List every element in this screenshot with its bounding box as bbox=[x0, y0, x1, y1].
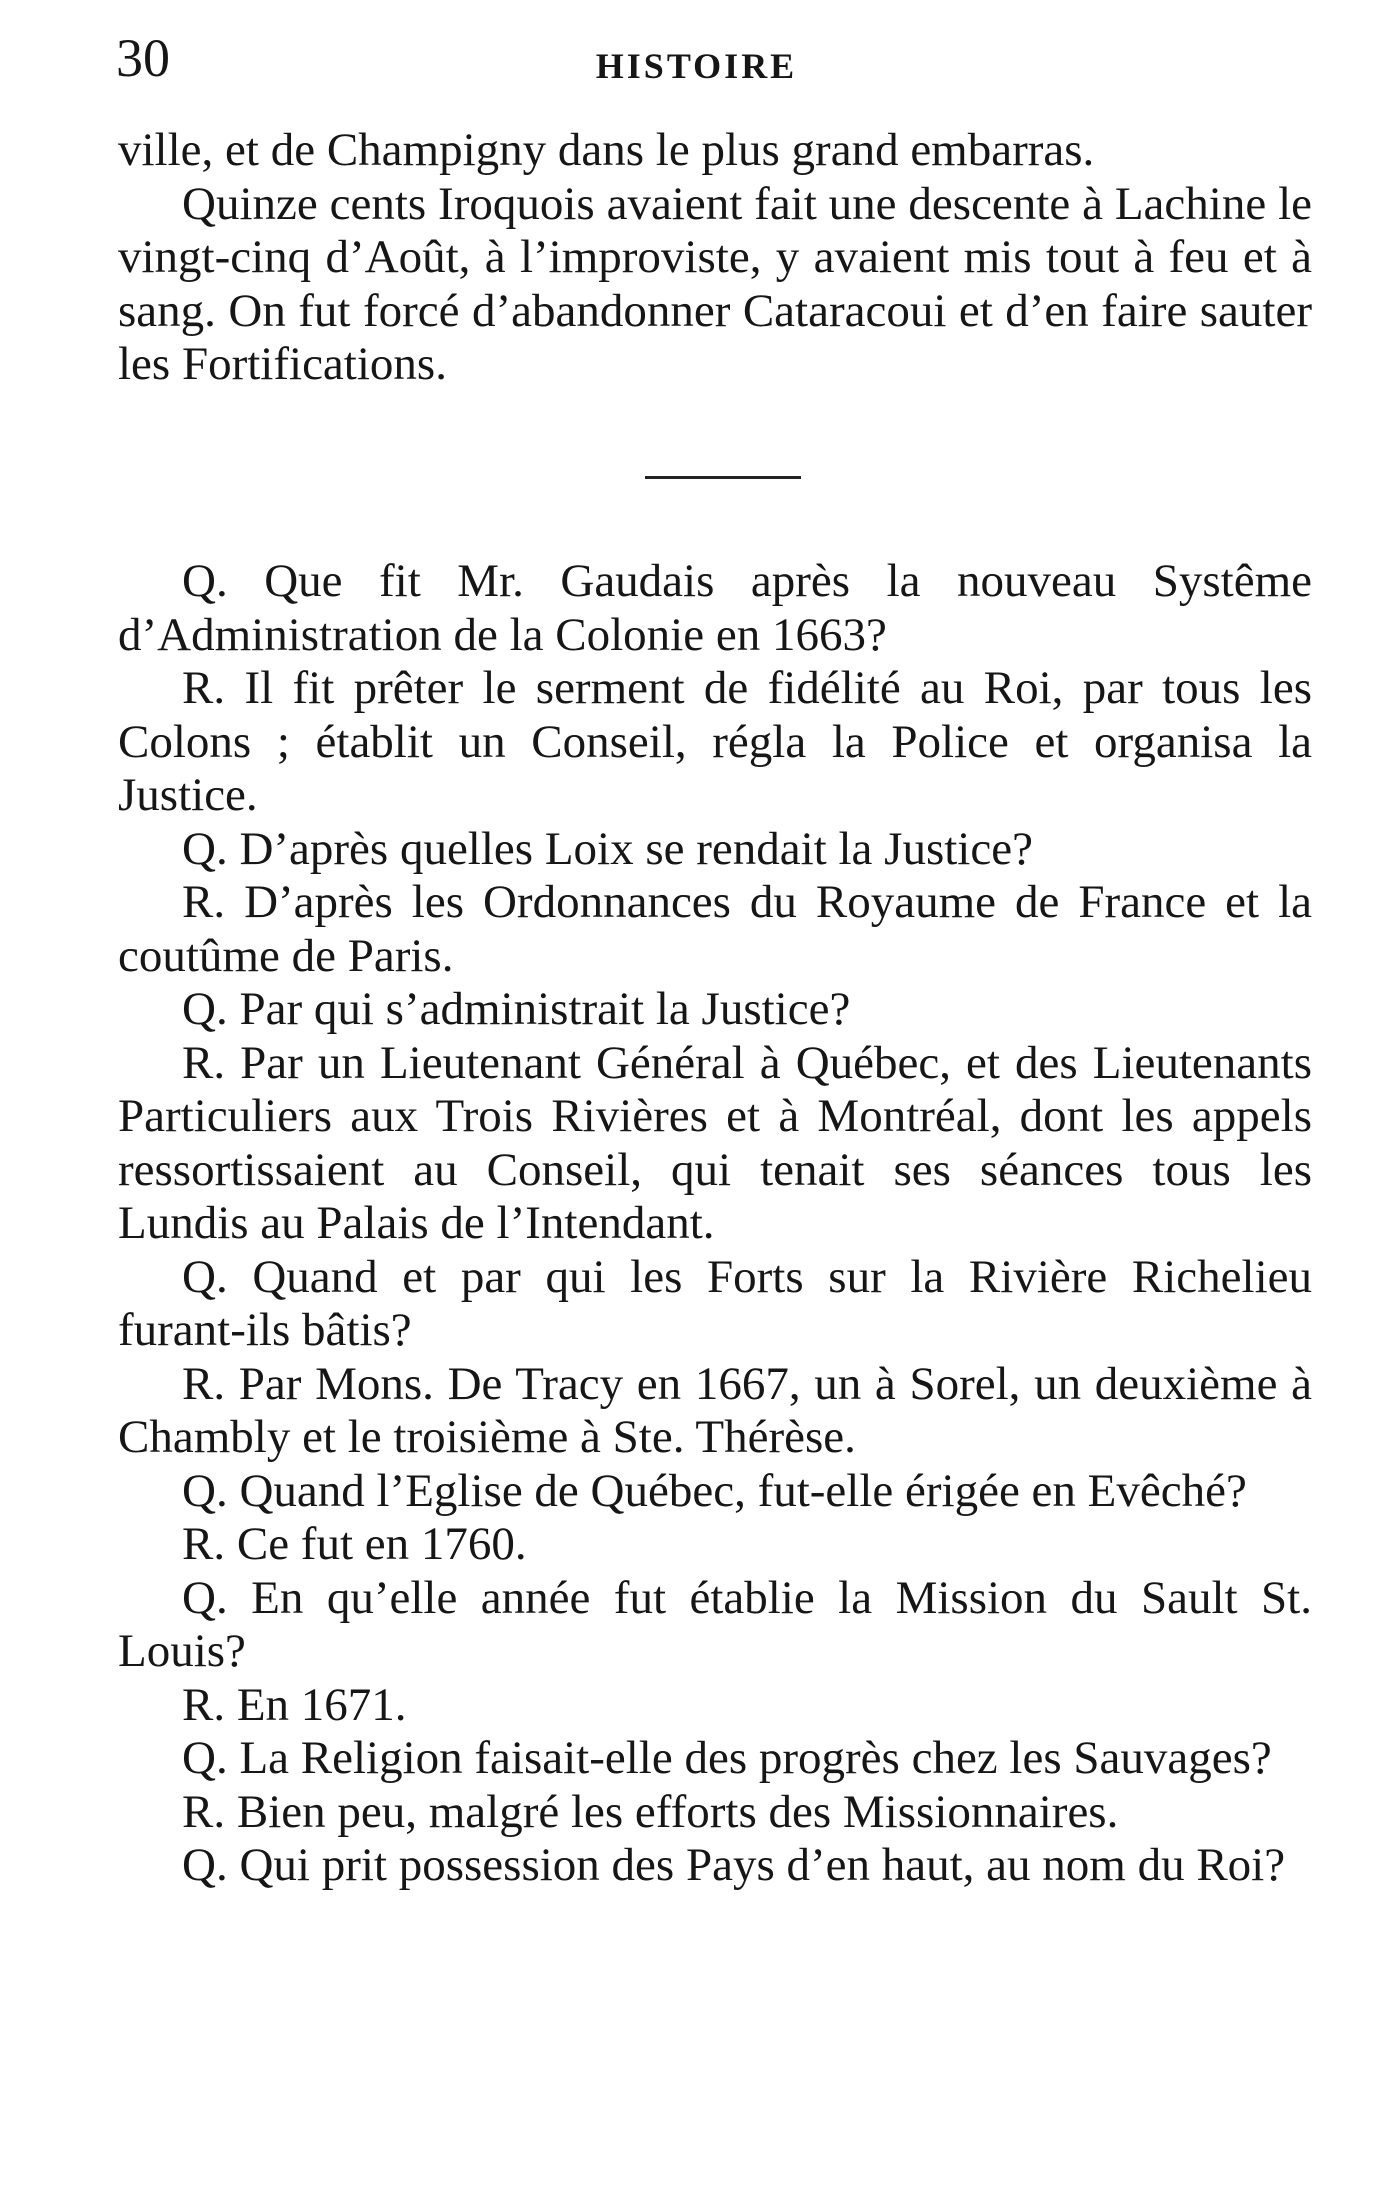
question: Q. Quand et par qui les Forts sur la Rivière Richelieu furant-ils bâtis? bbox=[118, 1250, 1312, 1356]
answer: R. Par un Lieutenant Général à Québec, et des Lieutenants Particuliers aux Trois Rivières et à Montréal, dont les appels ressortissaient au Conseil, qui tenait ses séances tous les Lundis au Palais de l’Intendant. bbox=[118, 1036, 1312, 1249]
answer: R. En 1671. bbox=[182, 1678, 407, 1731]
question: Q. Que fit Mr. Gaudais après la nouveau Systême d’Administration de la Colonie en 1663? bbox=[118, 555, 1312, 661]
answer: R. Bien peu, malgré les efforts des Missionnaires. bbox=[182, 1785, 1119, 1838]
answer: R. D’après les Ordonnances du Royaume de France et la coutûme de Paris. bbox=[118, 876, 1312, 982]
question: Q. Qui prit possession des Pays d’en haut, au nom du Roi? bbox=[182, 1839, 1286, 1891]
question: Q. Quand l’Eglise de Québec, fut-elle érigée en Evêché? bbox=[182, 1464, 1247, 1517]
question: Q. La Religion faisait-elle des progrès chez les Sauvages? bbox=[182, 1732, 1272, 1784]
paragraph: Quinze cents Iroquois avaient fait une descente à Lachine le vingt-cinq d’Août, à l’improviste, y avaient mis tout à feu et à sang. On fut forcé d’abandonner Cataracoui et d’en faire sauter les Fortifications. bbox=[118, 177, 1312, 390]
answer: R. Par Mons. De Tracy en 1667, un à Sorel, un deuxième à Chambly et le troisième à Ste. Thérèse. bbox=[118, 1357, 1312, 1463]
question: Q. Par qui s’administrait la Justice? bbox=[182, 983, 851, 1035]
section-divider bbox=[645, 476, 801, 479]
running-head: HISTOIRE bbox=[595, 46, 798, 86]
answer: R. Ce fut en 1760. bbox=[182, 1518, 527, 1570]
intro-section bbox=[118, 124, 1312, 392]
catechism-section bbox=[118, 555, 1312, 1893]
answer: R. Il fit prêter le serment de fidélité au Roi, par tous les Colons ; établit un Conseil, régla la Police et organisa la Justice. bbox=[118, 662, 1312, 821]
question: Q. D’après quelles Loix se rendait la Justice? bbox=[182, 822, 1033, 875]
continued-paragraph: ville, et de Champigny dans le plus grand embarras. bbox=[118, 124, 1095, 176]
page-number: 30 bbox=[116, 28, 170, 88]
question: Q. En qu’elle année fut établie la Mission du Sault St. Louis? bbox=[118, 1571, 1312, 1677]
